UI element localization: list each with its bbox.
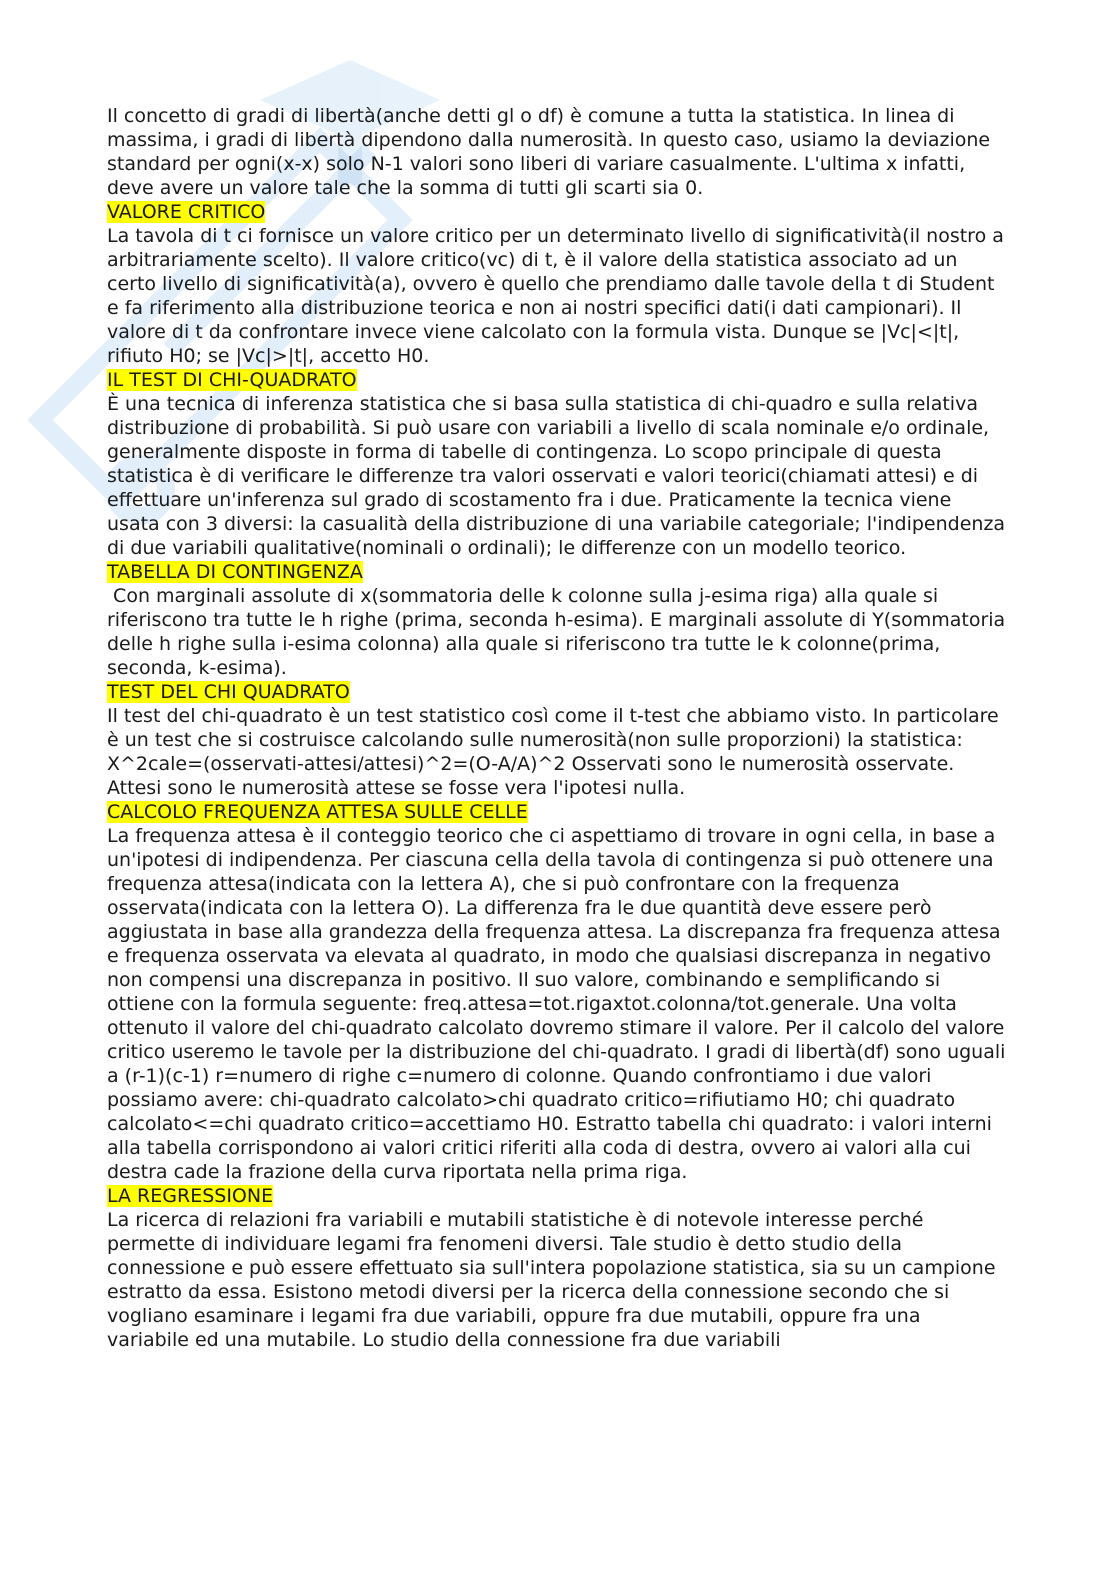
test-del-chi-quadrato-heading	[107, 680, 1007, 704]
document-body	[107, 104, 1012, 1352]
test-chi-quadrato-section	[107, 368, 1007, 560]
valore-critico-heading-text: VALORE CRITICO	[107, 201, 266, 223]
regressione-section	[107, 1184, 1007, 1352]
tabella-contingenza-heading-text: TABELLA DI CONTINGENZA	[107, 561, 363, 583]
test-del-chi-quadrato-paragraph: Il test del chi-quadrato è un test statistico così come il t-test che abbiamo visto. In particolare è un test che si costruisce calcolando sulle numerosità(non sulle proporzioni) la statistica: X^2cale=(osservati-attesi/attesi)^2=(O-A/A)^2 Osservati sono le numerosità osservate. Attesi sono le numerosità attese se fosse vera l'ipotesi nulla.	[107, 705, 999, 799]
intro-section	[107, 104, 1007, 200]
test-chi-quadrato-heading	[107, 368, 1007, 392]
calcolo-frequenza-heading	[107, 800, 1007, 824]
calcolo-frequenza-section	[107, 800, 1007, 1184]
tabella-contingenza-heading	[107, 560, 1007, 584]
test-del-chi-quadrato-section	[107, 680, 1007, 800]
regressione-paragraph: La ricerca di relazioni fra variabili e mutabili statistiche è di notevole interesse perché permette di individuare legami fra fenomeni diversi. Tale studio è detto studio della connessione e può essere effettuato sia sull'intera popolazione statistica, sia su un campione estratto da essa. Esistono metodi diversi per la ricerca della connessione secondo che si vogliano esaminare i legami fra due variabili, oppure fra due mutabili, oppure fra una variabile ed una mutabile. Lo studio della connessione fra due variabili	[107, 1209, 996, 1351]
intro-paragraph: Il concetto di gradi di libertà(anche detti gl o df) è comune a tutta la statistica. In linea di massima, i gradi di libertà dipendono dalla numerosità. In questo caso, usiamo la deviazione standard per ogni(x-x) solo N-1 valori sono liberi di variare casualmente. L'ultima x infatti, deve avere un valore tale che la somma di tutti gli scarti sia 0.	[107, 105, 991, 199]
test-del-chi-quadrato-heading-text: TEST DEL CHI QUADRATO	[107, 681, 350, 703]
valore-critico-paragraph: La tavola di t ci fornisce un valore critico per un determinato livello di significatività(il nostro a arbitrariamente scelto). Il valore critico(vc) di t, è il valore della statistica associato ad un certo livello di significatività(a), ovvero è quello che prendiamo dalle tavole della t di Student e fa riferimento alla distribuzione teorica e non ai nostri specifici dati(i dati campionari). Il valore di t da confrontare invece viene calcolato con la formula vista. Dunque se |Vc|<|t|, rifiuto H0; se |Vc|>|t|, accetto H0.	[107, 225, 1004, 367]
test-chi-quadrato-paragraph: È una tecnica di inferenza statistica che si basa sulla statistica di chi-quadro e sulla relativa distribuzione di probabilità. Si può usare con variabili a livello di scala nominale e/o ordinale, generalmente disposte in forma di tabelle di contingenza. Lo scopo principale di questa statistica è di verificare le differenze tra valori osservati e valori teorici(chiamati attesi) e di effettuare un'inferenza sul grado di scostamento fra i due. Praticamente la tecnica viene usata con 3 diversi: la casualità della distribuzione di una variabile categoriale; l'indipendenza di due variabili qualitative(nominali o ordinali); le differenze con un modello teorico.	[107, 393, 1006, 559]
tabella-contingenza-paragraph: Con marginali assolute di x(sommatoria delle k colonne sulla j-esima riga) alla quale si riferiscono tra tutte le h righe (prima, seconda h-esima). E marginali assolute di Y(sommatoria delle h righe sulla i-esima colonna) alla quale si riferiscono tra tutte le k colonne(prima, seconda, k-esima).	[107, 585, 1012, 679]
valore-critico-section	[107, 200, 1007, 368]
calcolo-frequenza-heading-text: CALCOLO FREQUENZA ATTESA SULLE CELLE	[107, 801, 528, 823]
tabella-contingenza-section	[107, 560, 1012, 680]
test-chi-quadrato-heading-text: IL TEST DI CHI-QUADRATO	[107, 369, 357, 391]
regressione-heading-text: LA REGRESSIONE	[107, 1185, 274, 1207]
regressione-heading	[107, 1184, 1007, 1208]
calcolo-frequenza-paragraph: La frequenza attesa è il conteggio teorico che ci aspettiamo di trovare in ogni cella, in base a un'ipotesi di indipendenza. Per ciascuna cella della tavola di contingenza si può ottenere una frequenza attesa(indicata con la lettera A), che si può confrontare con la frequenza osservata(indicata con la lettera O). La differenza fra le due quantità deve essere però aggiustata in base alla grandezza della frequenza attesa. La discrepanza fra frequenza attesa e frequenza osservata va elevata al quadrato, in modo che qualsiasi discrepanza in negativo non compensi una discrepanza in positivo. Il suo valore, combinando e semplificando si ottiene con la formula seguente: freq.attesa=tot.rigaxtot.colonna/tot.generale. Una volta ottenuto il valore del chi-quadrato calcolato dovremo stimare il valore. Per il calcolo del valore critico useremo le tavole per la distribuzione del chi-quadrato. I gradi di libertà(df) sono uguali a (r-1)(c-1) r=numero di righe c=numero di colonne. Quando confrontiamo i due valori possiamo avere: chi-quadrato calcolato>chi quadrato critico=rifiutiamo H0; chi quadrato calcolato<=chi quadrato critico=accettiamo H0. Estratto tabella chi quadrato: i valori interni alla tabella corrispondono ai valori critici riferiti alla coda di destra, ovvero ai valori alla cui destra cade la frazione della curva riportata nella prima riga.	[107, 825, 1006, 1183]
valore-critico-heading	[107, 200, 1007, 224]
